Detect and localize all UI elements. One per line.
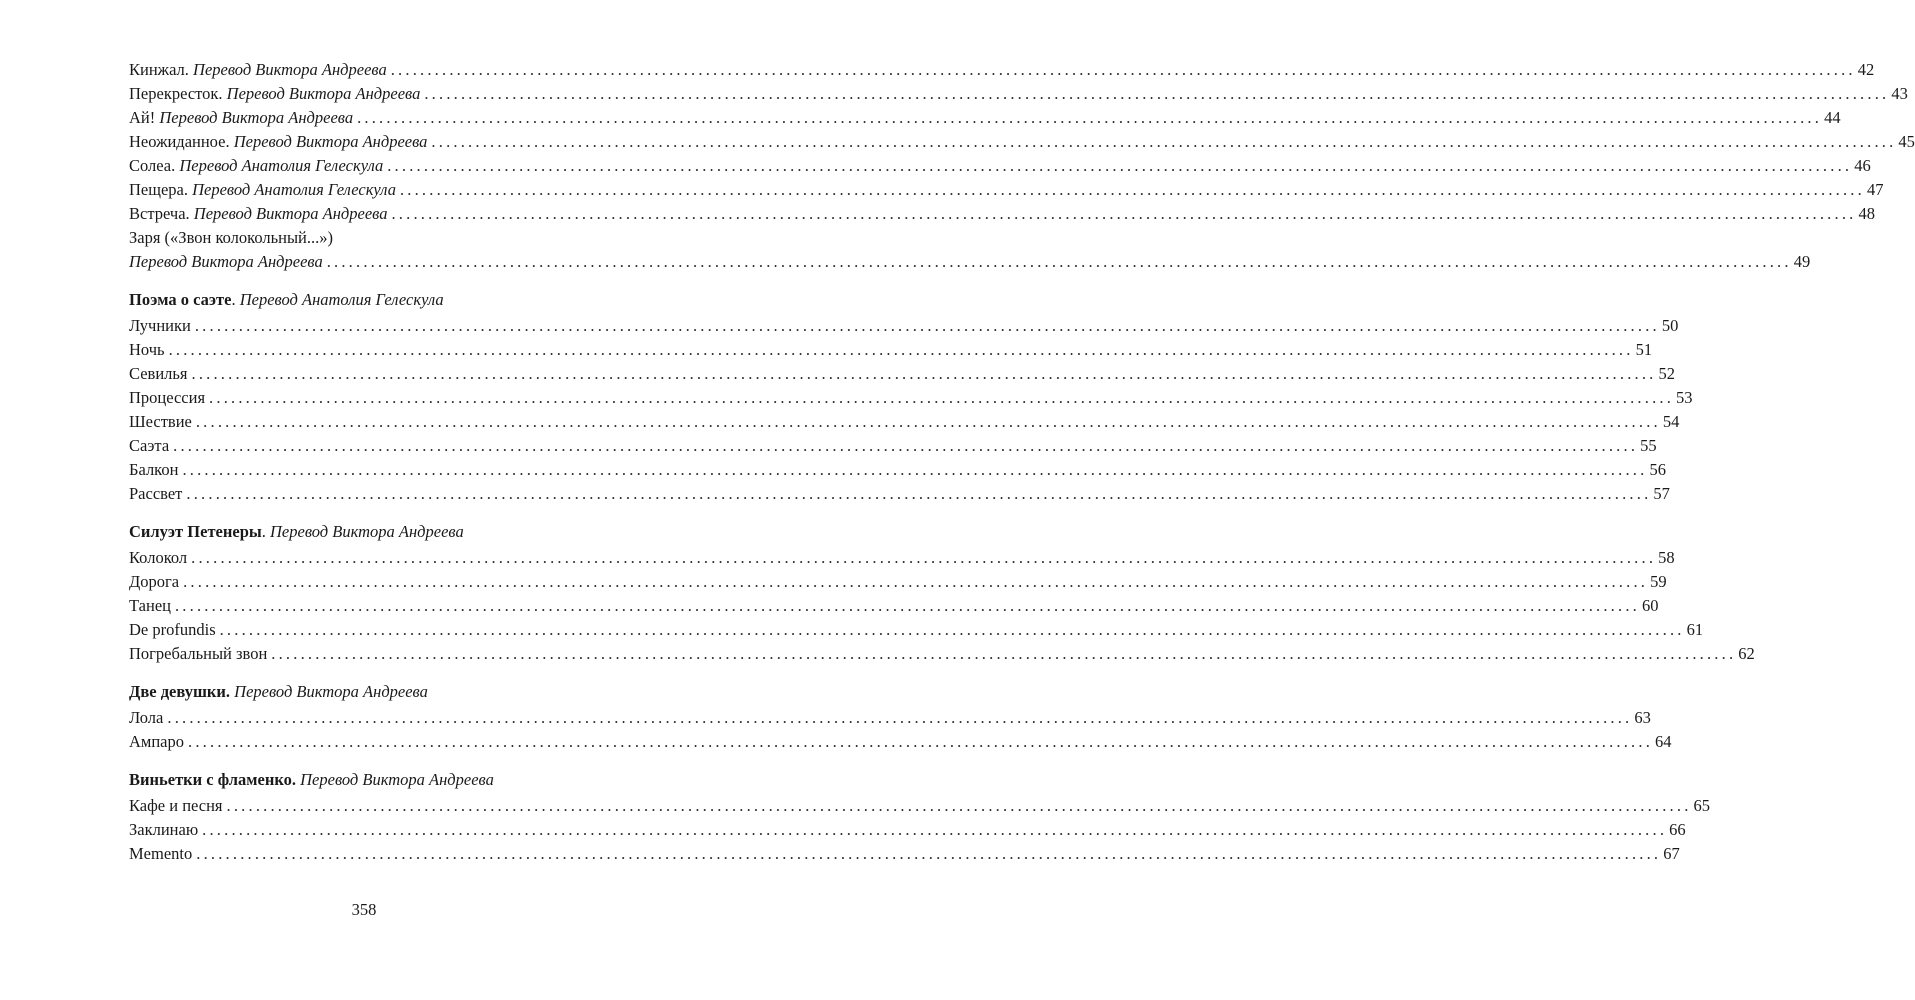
dot-leader: ........................................................................................................................................................................................................ [167, 708, 1633, 727]
section-heading: Поэма о саэте. Перевод Анатолия Гелескула [129, 290, 444, 309]
toc-entry-name: Встреча. [129, 204, 190, 223]
toc-entry [129, 570, 1667, 594]
page-number: 358 [351, 900, 377, 919]
toc-entry-page: 55 [1640, 436, 1657, 455]
toc-entry-page: 57 [1653, 484, 1670, 503]
toc-entry-name: Ампаро [129, 732, 185, 751]
dot-leader: ........................................................................................................................................................................................................ [191, 548, 1657, 567]
toc-entry [129, 386, 1693, 410]
dot-leader: ........................................................................................................................................................................................................ [226, 796, 1692, 815]
toc-entry-name: Ночь [129, 340, 165, 359]
toc-entry-title [129, 434, 169, 458]
toc-entry-page: 49 [1793, 252, 1811, 271]
dot-leader: ........................................................................................................................................................................................................ [196, 844, 1662, 863]
toc-entry-title [129, 130, 427, 154]
toc-entry-page: 64 [1655, 732, 1672, 751]
toc-entry [129, 546, 1675, 570]
dot-leader: ........................................................................................................................................................................................................ [357, 108, 1823, 127]
toc-entry-name: Солеа. [129, 156, 176, 175]
dot-leader: ........................................................................................................................................................................................................ [191, 364, 1657, 383]
toc-entry-page: 43 [1891, 84, 1908, 103]
toc-entry-title [129, 178, 396, 202]
toc-entry-translator: Перевод Анатолия Гелескула [179, 156, 384, 175]
toc-entry-name: Танец [129, 596, 171, 615]
dot-leader: ........................................................................................................................................................................................................ [182, 460, 1648, 479]
toc-entry-page: 56 [1649, 460, 1666, 479]
toc-entry-page: 47 [1866, 180, 1884, 199]
toc-entry [129, 642, 1755, 666]
toc-entry-title [129, 58, 387, 82]
toc-entry-name: Лучники [129, 316, 191, 335]
toc-entry-name: Саэта [129, 436, 170, 455]
toc-entry-name: Севилья [129, 364, 188, 383]
table-of-contents [129, 58, 1915, 866]
toc-entry-page: 65 [1693, 796, 1711, 815]
toc-entry-page: 63 [1634, 708, 1651, 727]
dot-leader: ........................................................................................................................................................................................................ [387, 156, 1853, 175]
toc-entry-page: 61 [1686, 620, 1704, 639]
toc-entry-title [129, 106, 353, 130]
toc-entry-name: Заклинаю [129, 820, 199, 839]
dot-leader: ........................................................................................................................................................................................................ [390, 60, 1856, 79]
toc-entry-page: 53 [1676, 388, 1693, 407]
toc-entry-title-line: Заря («Звон колокольный...») [129, 228, 333, 247]
toc-entry-title [129, 842, 192, 866]
toc-entry-page: 62 [1738, 644, 1755, 663]
section-title: Две девушки. [129, 682, 231, 701]
section-translator: Перевод Виктора Андреева [300, 770, 494, 789]
section-title: Поэма о саэте [129, 290, 232, 309]
toc-entry-title [129, 482, 182, 506]
toc-entry-title [129, 594, 171, 618]
toc-entry-page: 51 [1635, 340, 1653, 359]
toc-entry-name: Кафе и песня [129, 796, 223, 815]
toc-entry [129, 106, 1841, 130]
toc-entry-title [129, 618, 216, 642]
toc-entry-name: Кинжал. [129, 60, 189, 79]
toc-entry-page: 48 [1858, 204, 1875, 223]
dot-leader: ........................................................................................................................................................................................................ [173, 436, 1639, 455]
dot-leader: ........................................................................................................................................................................................................ [183, 572, 1649, 591]
toc-entry [129, 842, 1680, 866]
toc-entry-page: 54 [1662, 412, 1680, 431]
section-heading [129, 768, 607, 792]
toc-entry-page: 42 [1857, 60, 1875, 79]
toc-entry-name: Пещера. [129, 180, 188, 199]
toc-entry-page: 45 [1898, 132, 1915, 151]
toc-entry [129, 202, 1875, 226]
toc-entry-translator: Перевод Виктора Андреева [129, 252, 323, 271]
toc-entry [129, 82, 1908, 106]
section-translator: Перевод Виктора Андреева [270, 522, 464, 541]
section-heading [129, 680, 607, 704]
toc-entry-title [129, 338, 165, 362]
toc-entry-title [129, 818, 198, 842]
toc-entry-title [129, 154, 383, 178]
toc-entry [129, 178, 1884, 202]
toc-entry-translator: Перевод Виктора Андреева [159, 108, 354, 127]
section-title: Силуэт Петенеры [129, 522, 262, 541]
toc-entry-title [129, 570, 179, 594]
dot-leader: ........................................................................................................................................................................................................ [326, 252, 1792, 271]
toc-entry-page: 59 [1650, 572, 1667, 591]
toc-entry-page: 50 [1661, 316, 1679, 335]
toc-entry-translator: Перевод Виктора Андреева [193, 60, 387, 79]
toc-entry [129, 618, 1704, 642]
toc-entry-page: 67 [1663, 844, 1680, 863]
toc-entry [129, 154, 1871, 178]
toc-entry-page: 46 [1854, 156, 1871, 175]
toc-entry [129, 250, 1811, 274]
toc-entry [129, 594, 1659, 618]
toc-entry [129, 58, 1875, 82]
toc-entry [129, 818, 1686, 842]
toc-entry [129, 130, 1915, 154]
toc-entry [129, 706, 1651, 730]
toc-entry-title [129, 730, 184, 754]
toc-entry-name: Рассвет [129, 484, 183, 503]
dot-leader: ........................................................................................................................................................................................................ [202, 820, 1668, 839]
toc-entry-title [129, 250, 323, 274]
toc-entry-page: 66 [1669, 820, 1686, 839]
toc-entry-translator: Перевод Виктора Андреева [233, 132, 428, 151]
toc-entry-title [129, 706, 163, 730]
dot-leader: ........................................................................................................................................................................................................ [271, 644, 1737, 663]
toc-entry-translator: Перевод Анатолия Гелескула [192, 180, 396, 199]
toc-entry-title [129, 362, 188, 386]
toc-entry-title [129, 386, 205, 410]
dot-leader: ........................................................................................................................................................................................................ [431, 132, 1897, 151]
dot-leader: ........................................................................................................................................................................................................ [194, 316, 1660, 335]
dot-leader: ........................................................................................................................................................................................................ [186, 484, 1652, 503]
toc-entry-name: Дорога [129, 572, 180, 591]
section-heading: Силуэт Петенеры. Перевод Виктора Андреева [129, 522, 464, 541]
toc-entry-name: Балкон [129, 460, 179, 479]
dot-leader: ........................................................................................................................................................................................................ [174, 596, 1640, 615]
toc-entry-name: Погребальный звон [129, 644, 268, 663]
toc-entry-name: Процессия [129, 388, 206, 407]
section-title: Виньетки с фламенко. [129, 770, 297, 789]
dot-leader: ........................................................................................................................................................................................................ [195, 412, 1661, 431]
toc-entry [129, 482, 1670, 506]
dot-leader: ........................................................................................................................................................................................................ [219, 620, 1685, 639]
toc-entry-page: 52 [1658, 364, 1675, 383]
toc-entry-page: 60 [1641, 596, 1659, 615]
dot-leader: ........................................................................................................................................................................................................ [424, 84, 1890, 103]
dot-leader: ........................................................................................................................................................................................................ [188, 732, 1654, 751]
toc-entry-page: 58 [1658, 548, 1675, 567]
toc-entry [129, 434, 1657, 458]
toc-entry [129, 362, 1675, 386]
toc-entry-title [129, 546, 187, 570]
toc-entry-name: Memento [129, 844, 193, 863]
toc-entry-title [129, 202, 387, 226]
dot-leader: ........................................................................................................................................................................................................ [391, 204, 1857, 223]
toc-entry [129, 458, 1666, 482]
toc-entry-name: Ай! [129, 108, 156, 127]
toc-entry-name: Лола [129, 708, 164, 727]
dot-leader: ........................................................................................................................................................................................................ [399, 180, 1865, 199]
section-translator: Перевод Анатолия Гелескула [239, 290, 444, 309]
toc-entry-title [129, 642, 267, 666]
toc-entry-title [129, 314, 191, 338]
toc-entry [129, 314, 1679, 338]
toc-entry-name: Колокол [129, 548, 188, 567]
section-translator: Перевод Виктора Андреева [234, 682, 428, 701]
toc-entry [129, 730, 1672, 754]
toc-entry [129, 410, 1680, 434]
dot-leader: ........................................................................................................................................................................................................ [209, 388, 1675, 407]
toc-entry [129, 794, 1711, 818]
toc-entry-name: Неожиданное. [129, 132, 230, 151]
toc-entry-name: Шествие [129, 412, 192, 431]
toc-entry-title [129, 82, 420, 106]
toc-entry-title [129, 458, 178, 482]
toc-entry-name: De profundis [129, 620, 216, 639]
toc-entry-translator: Перевод Виктора Андреева [193, 204, 388, 223]
toc-entry-name: Перекресток. [129, 84, 223, 103]
dot-leader: ........................................................................................................................................................................................................ [168, 340, 1634, 359]
toc-entry-translator: Перевод Виктора Андреева [226, 84, 421, 103]
toc-entry [129, 338, 1653, 362]
toc-entry-title [129, 410, 192, 434]
toc-entry-title [129, 794, 223, 818]
toc-entry-page: 44 [1824, 108, 1841, 127]
